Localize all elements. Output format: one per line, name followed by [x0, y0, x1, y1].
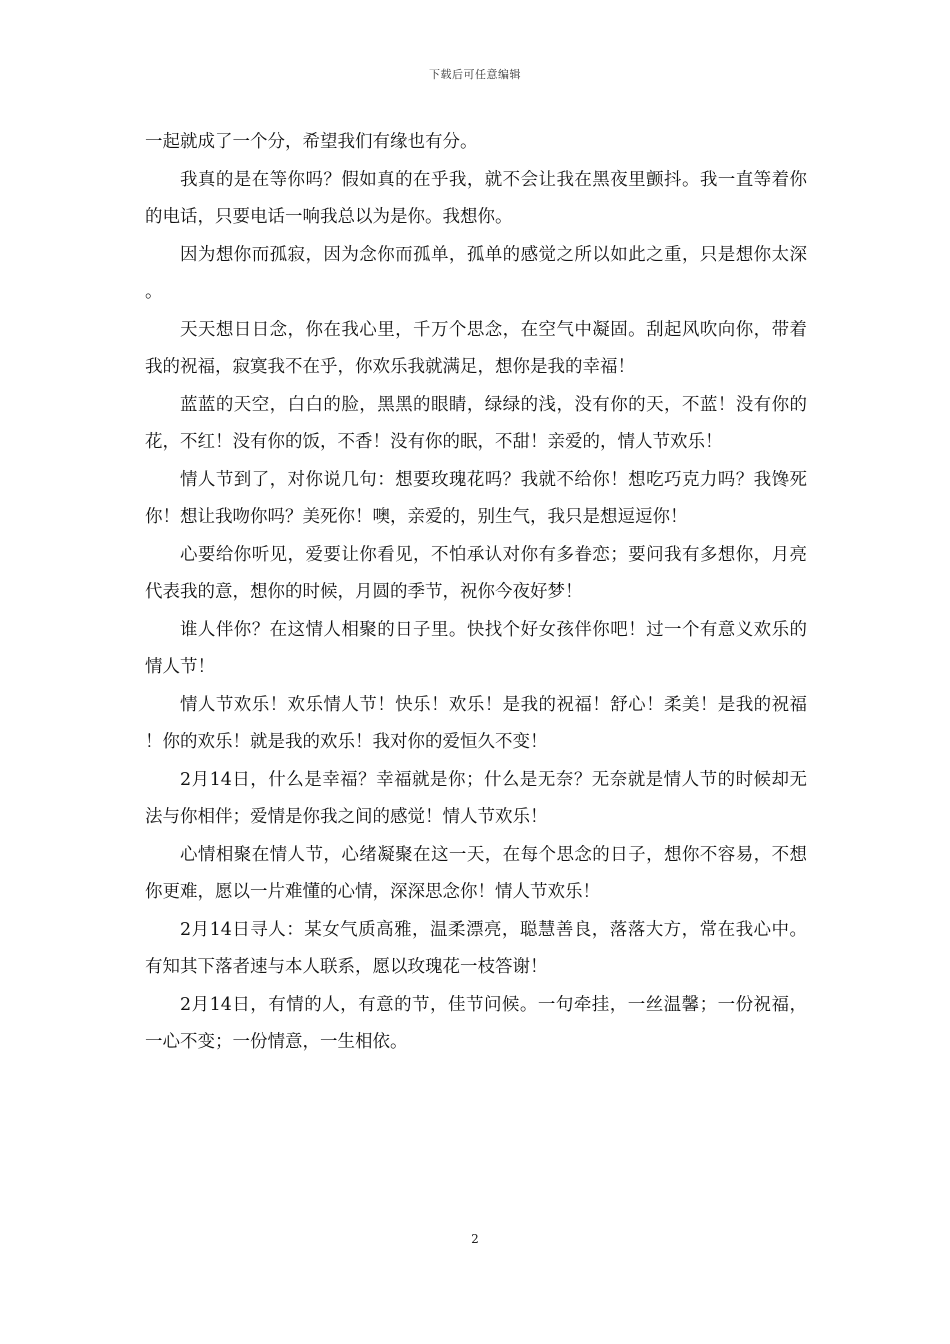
paragraph-11: 心情相聚在情人节，心绪凝聚在这一天，在每个思念的日子，想你不容易，不想你更难，愿以一片难懂的心情，深深思念你！情人节欢乐！ — [145, 844, 807, 902]
page-number: 2 — [471, 1232, 479, 1246]
paragraph-8: 谁人伴你？在这情人相聚的日子里。快找个好女孩伴你吧！过一个有意义欢乐的情人节！ — [145, 619, 807, 677]
paragraph-5: 蓝蓝的天空，白白的脸，黑黑的眼睛，绿绿的浅，没有你的天，不蓝！没有你的花，不红！没有你的饭，不香！没有你的眠，不甜！亲爱的，情人节欢乐！ — [145, 394, 807, 452]
paragraph-2: 我真的是在等你吗？假如真的在乎我，就不会让我在黑夜里颤抖。我一直等着你的电话，只要电话一响我总以为是你。我想你。 — [145, 169, 807, 227]
paragraph-13: 2月14日，有情的人，有意的节，佳节问候。一句牵挂，一丝温馨；一份祝福，一心不变；一份情意，一生相依。 — [145, 994, 807, 1052]
document-body — [145, 124, 807, 1062]
paragraph-9: 情人节欢乐！欢乐情人节！快乐！欢乐！是我的祝福！舒心！柔美！是我的祝福！你的欢乐！就是我的欢乐！我对你的爱恒久不变！ — [145, 694, 807, 752]
paragraph-6: 情人节到了，对你说几句：想要玫瑰花吗？我就不给你！想吃巧克力吗？我馋死你！想让我吻你吗？美死你！噢，亲爱的，别生气，我只是想逗逗你！ — [145, 469, 807, 527]
paragraph-12: 2月14日寻人：某女气质高雅，温柔漂亮，聪慧善良，落落大方，常在我心中。有知其下落者速与本人联系，愿以玫瑰花一枝答谢！ — [145, 919, 807, 977]
paragraph-4: 天天想日日念，你在我心里，千万个思念，在空气中凝固。刮起风吹向你，带着我的祝福，寂寞我不在乎，你欢乐我就满足，想你是我的幸福！ — [145, 319, 807, 377]
paragraph-3: 因为想你而孤寂，因为念你而孤单，孤单的感觉之所以如此之重，只是想你太深。 — [145, 244, 807, 302]
paragraph-1: 一起就成了一个分，希望我们有缘也有分。 — [145, 132, 478, 152]
page-header: 下载后可任意编辑 — [429, 68, 521, 81]
paragraph-7: 心要给你听见，爱要让你看见，不怕承认对你有多眷恋；要问我有多想你，月亮代表我的意，想你的时候，月圆的季节，祝你今夜好梦！ — [145, 544, 807, 602]
paragraph-10: 2月14日，什么是幸福？幸福就是你；什么是无奈？无奈就是情人节的时候却无法与你相伴；爱情是你我之间的感觉！情人节欢乐！ — [145, 769, 807, 827]
